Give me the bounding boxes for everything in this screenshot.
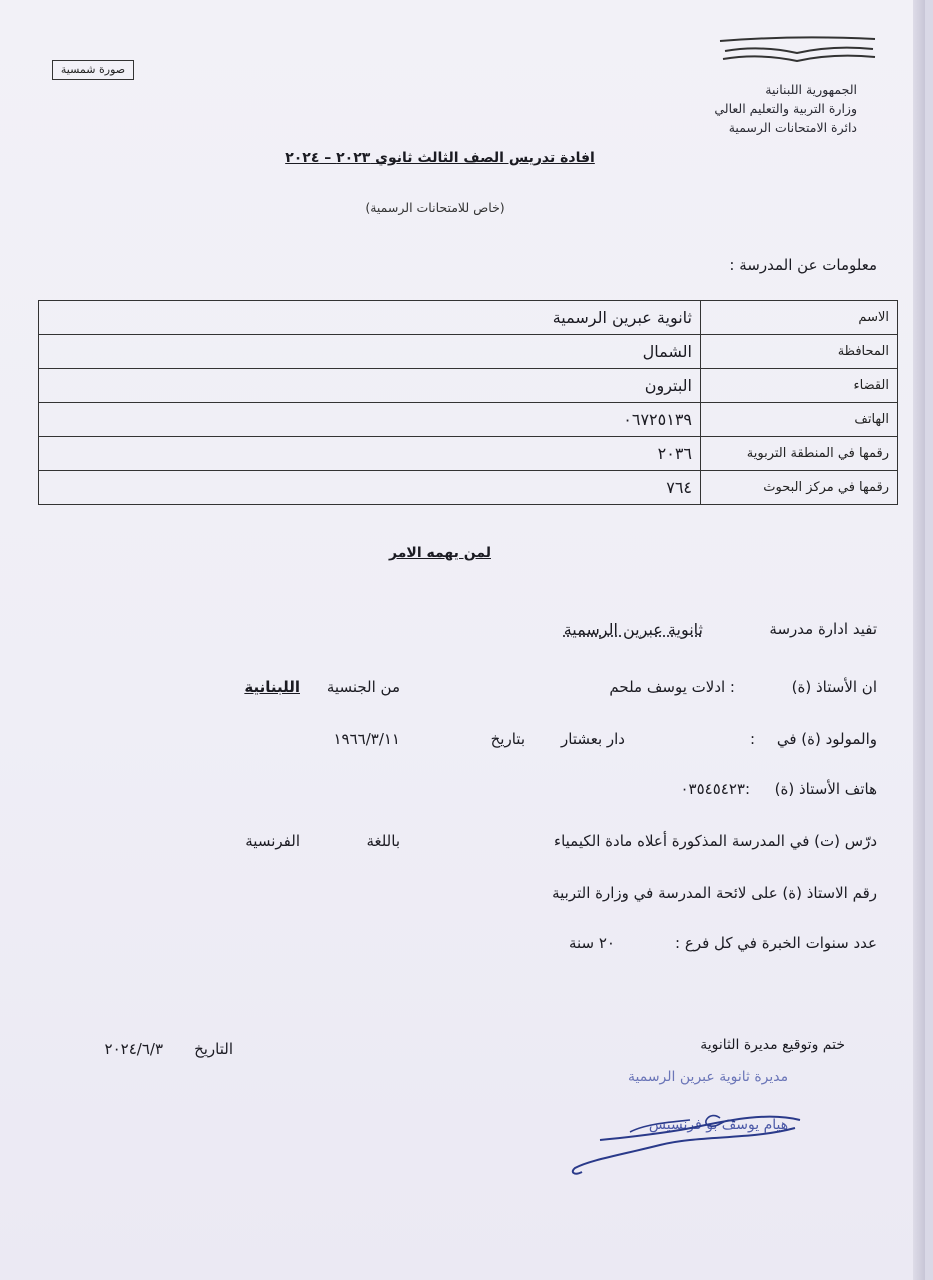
table-label: القضاء <box>701 369 898 403</box>
school-info-heading: معلومات عن المدرسة : <box>729 256 877 274</box>
born-place: دار بعشتار <box>561 730 625 748</box>
republic-label: الجمهورية اللبنانية <box>765 82 857 97</box>
signature-label: ختم وتوقيع مديرة الثانوية <box>700 1037 845 1053</box>
born-label: والمولود (ة) في <box>776 730 877 748</box>
table-row <box>39 369 898 403</box>
stamp-title: مديرة ثانوية عبرين الرسمية <box>628 1069 789 1085</box>
school-line-label: تفيد ادارة مدرسة <box>769 620 877 638</box>
book-logo-icon <box>715 33 880 67</box>
page-edge <box>913 0 925 1280</box>
table-row <box>39 437 898 471</box>
taught-label: درّس (ت) في المدرسة المذكورة أعلاه مادة الكيمياء <box>554 832 877 850</box>
department-label: دائرة الامتحانات الرسمية <box>728 120 857 135</box>
table-value: ثانوية عبرين الرسمية <box>39 301 701 335</box>
footer-date-value: ٢٠٢٤/٦/٣ <box>104 1040 163 1058</box>
document-subtitle: (خاص للامتحانات الرسمية) <box>365 200 505 215</box>
table-row <box>39 301 898 335</box>
birth-date: ١٩٦٦/٣/١١ <box>333 730 400 748</box>
table-row <box>39 403 898 437</box>
table-value: ٢٠٣٦ <box>39 437 701 471</box>
phone-label: هاتف الأستاذ (ة) <box>774 780 877 798</box>
table-value: ٧٦٤ <box>39 471 701 505</box>
experience-label: عدد سنوات الخبرة في كل فرع : <box>675 934 877 952</box>
table-value: ٠٦٧٢٥١٣٩ <box>39 403 701 437</box>
table-value: الشمال <box>39 335 701 369</box>
table-label: رقمها في مركز البحوث <box>701 471 898 505</box>
table-label: رقمها في المنطقة التربوية <box>701 437 898 471</box>
language-value: الفرنسية <box>245 832 300 850</box>
language-label: باللغة <box>366 832 400 850</box>
table-label: المحافظة <box>701 335 898 369</box>
stamp-name: هيام يوسف بو فرنسيس <box>648 1117 789 1133</box>
nationality-label: من الجنسية <box>326 678 400 696</box>
teacher-label: ان الأستاذ (ة) <box>791 678 877 696</box>
table-row <box>39 471 898 505</box>
school-line-value: ثانوية عبرين الرسمية <box>563 620 703 639</box>
born-colon: : <box>749 730 755 748</box>
experience-value: ٢٠ سنة <box>568 934 615 952</box>
nationality-value: اللبنانية <box>244 678 300 696</box>
to-whom-heading: لمن يهمه الامر <box>389 545 491 561</box>
teacher-value: : ادلات يوسف ملحم <box>609 678 735 696</box>
table-value: البترون <box>39 369 701 403</box>
table-label: الاسم <box>701 301 898 335</box>
phone-value: :٠٣٥٤٥٤٢٣ <box>680 780 750 798</box>
date-label: بتاريخ <box>490 730 525 748</box>
ministry-header <box>714 80 857 137</box>
table-row <box>39 335 898 369</box>
register-label: رقم الاستاذ (ة) على لائحة المدرسة في وزارة التربية <box>552 884 877 902</box>
ministry-label: وزارة التربية والتعليم العالي <box>714 101 857 116</box>
handwritten-signature <box>560 1080 810 1180</box>
photo-label: صورة شمسية <box>52 60 134 80</box>
footer-date-label: التاريخ <box>194 1040 233 1058</box>
document-title: افادة تدريس الصف الثالث ثانوي ٢٠٢٣ – ٢٠٢٤ <box>285 150 595 166</box>
table-label: الهاتف <box>701 403 898 437</box>
school-info-table <box>38 300 898 505</box>
